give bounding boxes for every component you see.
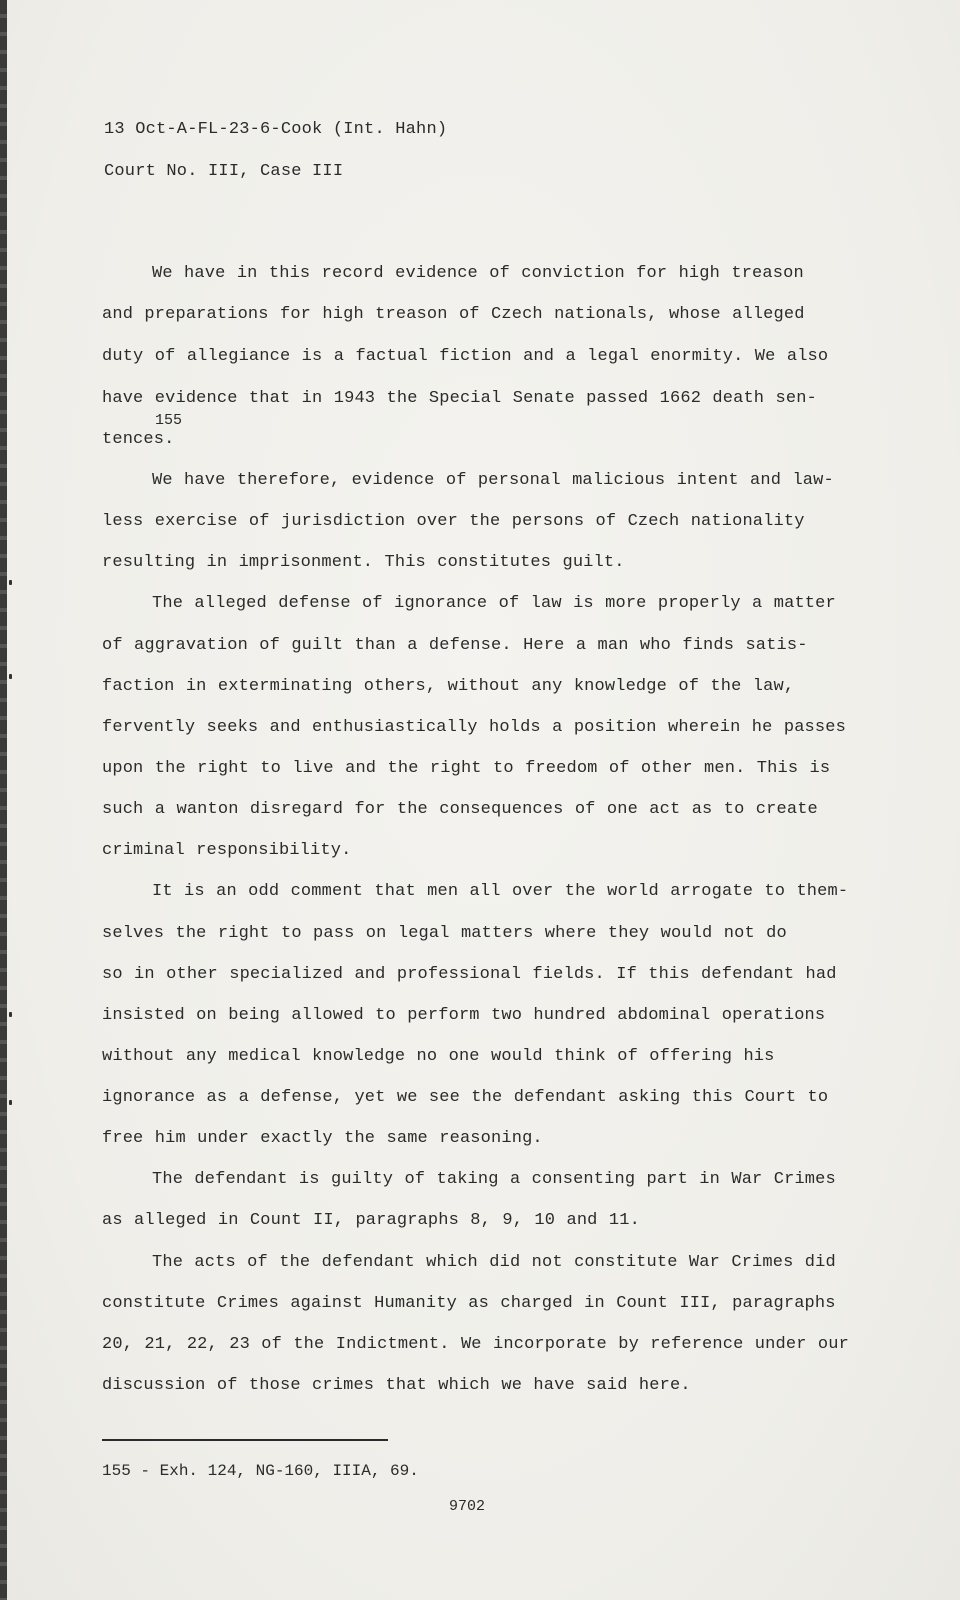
footnote-reference: 155	[155, 412, 183, 429]
text-line: We have therefore, evidence of personal malicious intent and law-	[152, 471, 834, 490]
text-line: It is an odd comment that men all over the world arrogate to them-	[152, 882, 849, 901]
text-line: ignorance as a defense, yet we see the defendant asking this Court to	[102, 1088, 829, 1107]
binding-mark	[9, 674, 12, 679]
text-line: criminal responsibility.	[102, 841, 352, 860]
footnote: 155 - Exh. 124, NG-160, IIIA, 69.	[102, 1462, 419, 1480]
text-line: such a wanton disregard for the consequences of one act as to create	[102, 800, 818, 819]
text-line: resulting in imprisonment. This constitutes guilt.	[102, 553, 625, 572]
text-line: of aggravation of guilt than a defense. Here a man who finds satis-	[102, 636, 808, 655]
text-line: discussion of those crimes that which we have said here.	[102, 1376, 691, 1395]
text-line: The acts of the defendant which did not constitute War Crimes did	[152, 1253, 836, 1272]
text-line: faction in exterminating others, without any knowledge of the law,	[102, 677, 795, 696]
text-line: constitute Crimes against Humanity as charged in Count III, paragraphs	[102, 1294, 836, 1313]
binding-mark	[9, 1100, 12, 1105]
text-line: less exercise of jurisdiction over the persons of Czech nationality	[102, 512, 805, 531]
header-court: Court No. III, Case III	[104, 162, 344, 181]
text-line: fervently seeks and enthusiastically holds a position wherein he passes	[102, 718, 846, 737]
binding-strip	[0, 0, 7, 1600]
text-line: as alleged in Count II, paragraphs 8, 9, 10 and 11.	[102, 1211, 640, 1230]
header-reference: 13 Oct-A-FL-23-6-Cook (Int. Hahn)	[104, 120, 448, 139]
text-line: so in other specialized and professional fields. If this defendant had	[102, 965, 837, 984]
text-line: upon the right to live and the right to freedom of other men. This is	[102, 759, 831, 778]
text-line: The defendant is guilty of taking a consenting part in War Crimes	[152, 1170, 836, 1189]
text-line: tences.	[102, 430, 175, 449]
text-line: selves the right to pass on legal matters where they would not do	[102, 924, 787, 943]
text-line: insisted on being allowed to perform two hundred abdominal operations	[102, 1006, 826, 1025]
binding-mark	[9, 1012, 12, 1017]
text-line: We have in this record evidence of conviction for high treason	[152, 264, 804, 283]
text-line: duty of allegiance is a factual fiction and a legal enormity. We also	[102, 347, 829, 366]
page-number: 9702	[449, 1498, 486, 1515]
text-line: and preparations for high treason of Czech nationals, whose alleged	[102, 305, 805, 324]
text-line: free him under exactly the same reasoning.	[102, 1129, 543, 1148]
text-line: The alleged defense of ignorance of law is more properly a matter	[152, 594, 836, 613]
text-line: 20, 21, 22, 23 of the Indictment. We incorporate by reference under our	[102, 1335, 849, 1354]
binding-mark	[9, 580, 12, 585]
text-line: have evidence that in 1943 the Special Senate passed 1662 death sen-	[102, 389, 817, 408]
text-line: without any medical knowledge no one would think of offering his	[102, 1047, 775, 1066]
footnote-divider	[102, 1439, 388, 1441]
